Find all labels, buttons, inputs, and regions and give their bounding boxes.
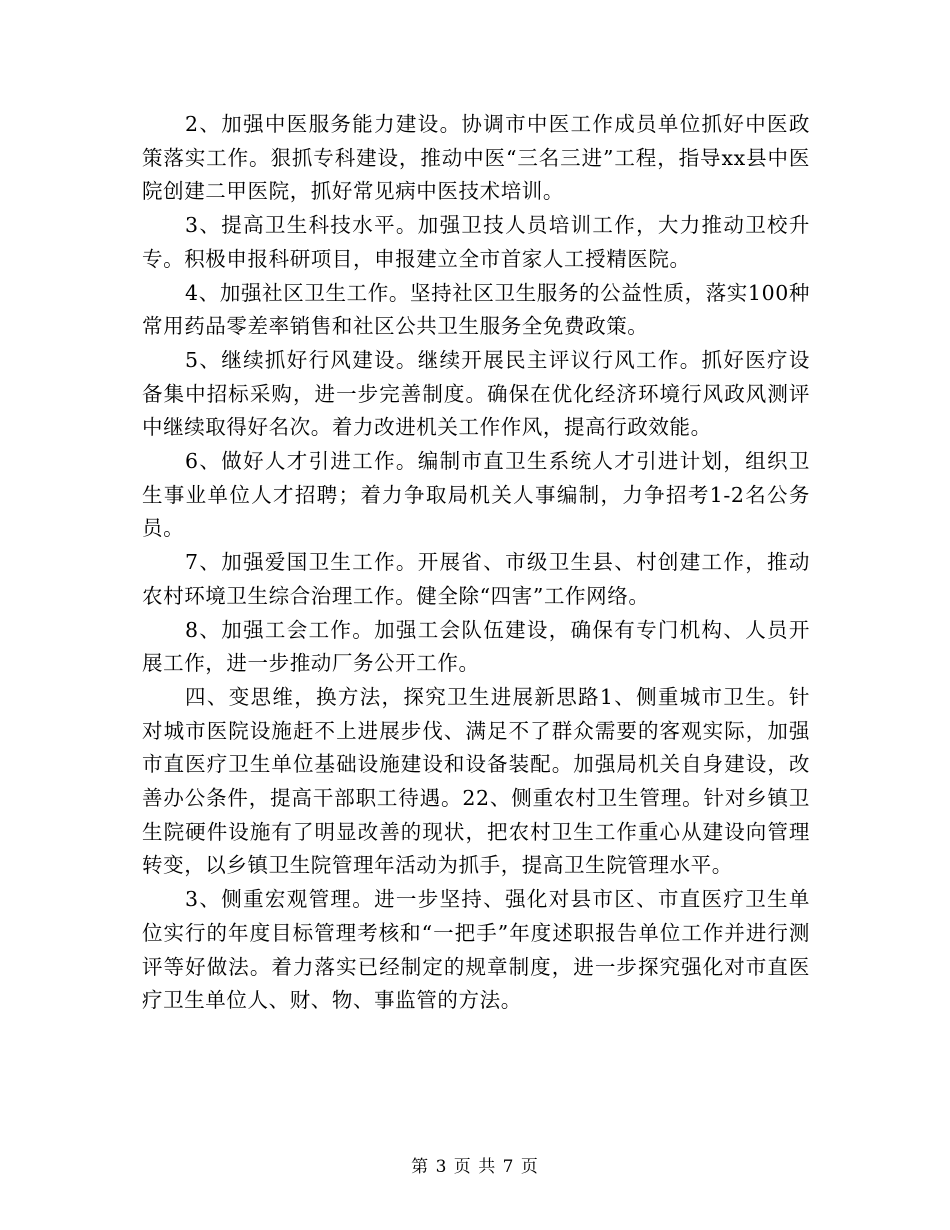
page-footer: 第 3 页 共 7 页 xyxy=(411,1157,539,1177)
document-body xyxy=(142,108,810,1018)
paragraph-macro-management: 3、侧重宏观管理。进一步坚持、强化对县市区、市直医疗卫生单位实行的年度目标管理考核和“一把手”年度述职报告单位工作并进行测评等好做法。着力落实已经制定的规章制度，进一步探究强化对市直医疗卫生单位人、财、物、事监管的方法。 xyxy=(142,887,810,1013)
paragraph-section-four: 四、变思维，换方法，探究卫生进展新思路1、侧重城市卫生。针对城市医院设施赶不上进展步伐、满足不了群众需要的客观实际，加强市直医疗卫生单位基础设施建设和设备装配。加强局机关自身建设，改善办公条件，提高干部职工待遇。22、侧重农村卫生管理。针对乡镇卫生院硬件设施有了明显改善的现状，把农村卫生工作重心从建设向管理转变，以乡镇卫生院管理年活动为抓手，提高卫生院管理水平。 xyxy=(142,684,810,878)
paragraph-item-6: 6、做好人才引进工作。编制市直卫生系统人才引进计划，组织卫生事业单位人才招聘；着力争取局机关人事编制，力争招考1-2名公务员。 xyxy=(142,449,810,541)
paragraph-item-8: 8、加强工会工作。加强工会队伍建设，确保有专门机构、人员开展工作，进一步推动厂务公开工作。 xyxy=(142,617,810,676)
paragraph-item-5: 5、继续抓好行风建设。继续开展民主评议行风工作。抓好医疗设备集中招标采购，进一步完善制度。确保在优化经济环境行风政风测评中继续取得好名次。着力改进机关工作作风，提高行政效能。 xyxy=(142,347,810,440)
paragraph-item-3: 3、提高卫生科技水平。加强卫技人员培训工作，大力推动卫校升专。积极申报科研项目，申报建立全市首家人工授精医院。 xyxy=(142,213,810,271)
paragraph-item-4: 4、加强社区卫生工作。坚持社区卫生服务的公益性质，落实100种常用药品零差率销售和社区公共卫生服务全免费政策。 xyxy=(142,280,810,339)
paragraph-item-7: 7、加强爱国卫生工作。开展省、市级卫生县、村创建工作，推动农村环境卫生综合治理工作。健全除“四害”工作网络。 xyxy=(142,550,810,608)
paragraph-item-2: 2、加强中医服务能力建设。协调市中医工作成员单位抓好中医政策落实工作。狠抓专科建设，推动中医“三名三进”工程，指导xx县中医院创建二甲医院，抓好常见病中医技术培训。 xyxy=(142,112,810,204)
